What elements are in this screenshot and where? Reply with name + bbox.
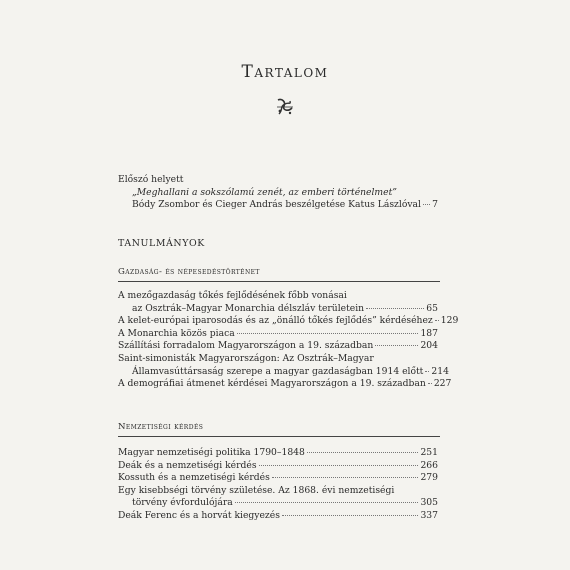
group-entries bbox=[118, 447, 438, 523]
section-heading: TANULMÁNYOK bbox=[118, 238, 205, 249]
toc-entry-line[interactable]: az Osztrák–Magyar Monarchia délszláv területein 65 bbox=[132, 302, 438, 314]
toc-entry-line[interactable]: A demográfiai átmenet kérdései Magyarországon a 19. században 227 bbox=[118, 378, 452, 390]
toc-entry-line[interactable]: Kossuth és a nemzetiségi kérdés 279 bbox=[118, 472, 438, 484]
page-number: 227 bbox=[433, 378, 452, 390]
group-heading: Gazdaság- és népesedéstörténet bbox=[118, 267, 260, 277]
intro-block bbox=[118, 174, 438, 212]
page-number: 7 bbox=[432, 199, 438, 211]
divider bbox=[118, 281, 440, 282]
toc-entry-line[interactable]: Szállítási forradalom Magyarországon a 19. században 204 bbox=[118, 340, 438, 352]
group-heading: Nemzetiségi kérdés bbox=[118, 422, 204, 432]
page-number: 251 bbox=[420, 447, 438, 458]
page-number: 204 bbox=[420, 340, 438, 352]
page-number: 337 bbox=[420, 509, 438, 521]
page-number: 129 bbox=[440, 315, 459, 327]
toc-entry-line[interactable]: Saint-simonisták Magyarországon: Az Osztrák–Magyar bbox=[118, 352, 374, 364]
page-number: 214 bbox=[431, 365, 449, 377]
toc-entry-line[interactable]: A Monarchia közös piaca 187 bbox=[118, 327, 438, 339]
toc-entry-line[interactable]: A mezőgazdaság tőkés fejlődésének főbb vonásai bbox=[118, 290, 347, 301]
page-number: 187 bbox=[420, 327, 438, 339]
page-title: Tartalom bbox=[241, 62, 329, 82]
page-number: 266 bbox=[420, 459, 438, 471]
toc-entry-line[interactable]: Államvasúttársaság szerepe a magyar gazdaságban 1914 előtt 214 bbox=[132, 365, 449, 377]
divider bbox=[118, 436, 440, 437]
page-number: 65 bbox=[426, 302, 438, 314]
page-number: 279 bbox=[420, 472, 438, 484]
toc-entry-line[interactable]: Magyar nemzetiségi politika 1790–1848 251 bbox=[118, 447, 438, 458]
toc-entry-line[interactable]: A kelet-európai iparosodás és az „önálló tőkés fejlődés” kérdéséhez 129 bbox=[118, 315, 459, 327]
group-entries bbox=[118, 290, 459, 391]
decorative-monogram-icon bbox=[274, 96, 296, 118]
page-number: 305 bbox=[420, 497, 438, 509]
toc-entry-line[interactable]: Deák Ferenc és a horvát kiegyezés 337 bbox=[118, 509, 438, 521]
intro-author-line[interactable]: Bódy Zsombor és Cieger András beszélgetése Katus Lászlóval 7 bbox=[132, 199, 438, 211]
toc-entry-line[interactable]: törvény évfordulójára 305 bbox=[132, 497, 438, 509]
intro-title: Előszó helyett bbox=[118, 174, 184, 185]
toc-entry-line[interactable]: Deák és a nemzetiségi kérdés 266 bbox=[118, 459, 438, 471]
intro-subtitle: „Meghallani a sokszólamú zenét, az emberi történelmet” bbox=[132, 186, 397, 198]
toc-entry-line[interactable]: Egy kisebbségi törvény születése. Az 1868. évi nemzetiségi bbox=[118, 484, 395, 496]
